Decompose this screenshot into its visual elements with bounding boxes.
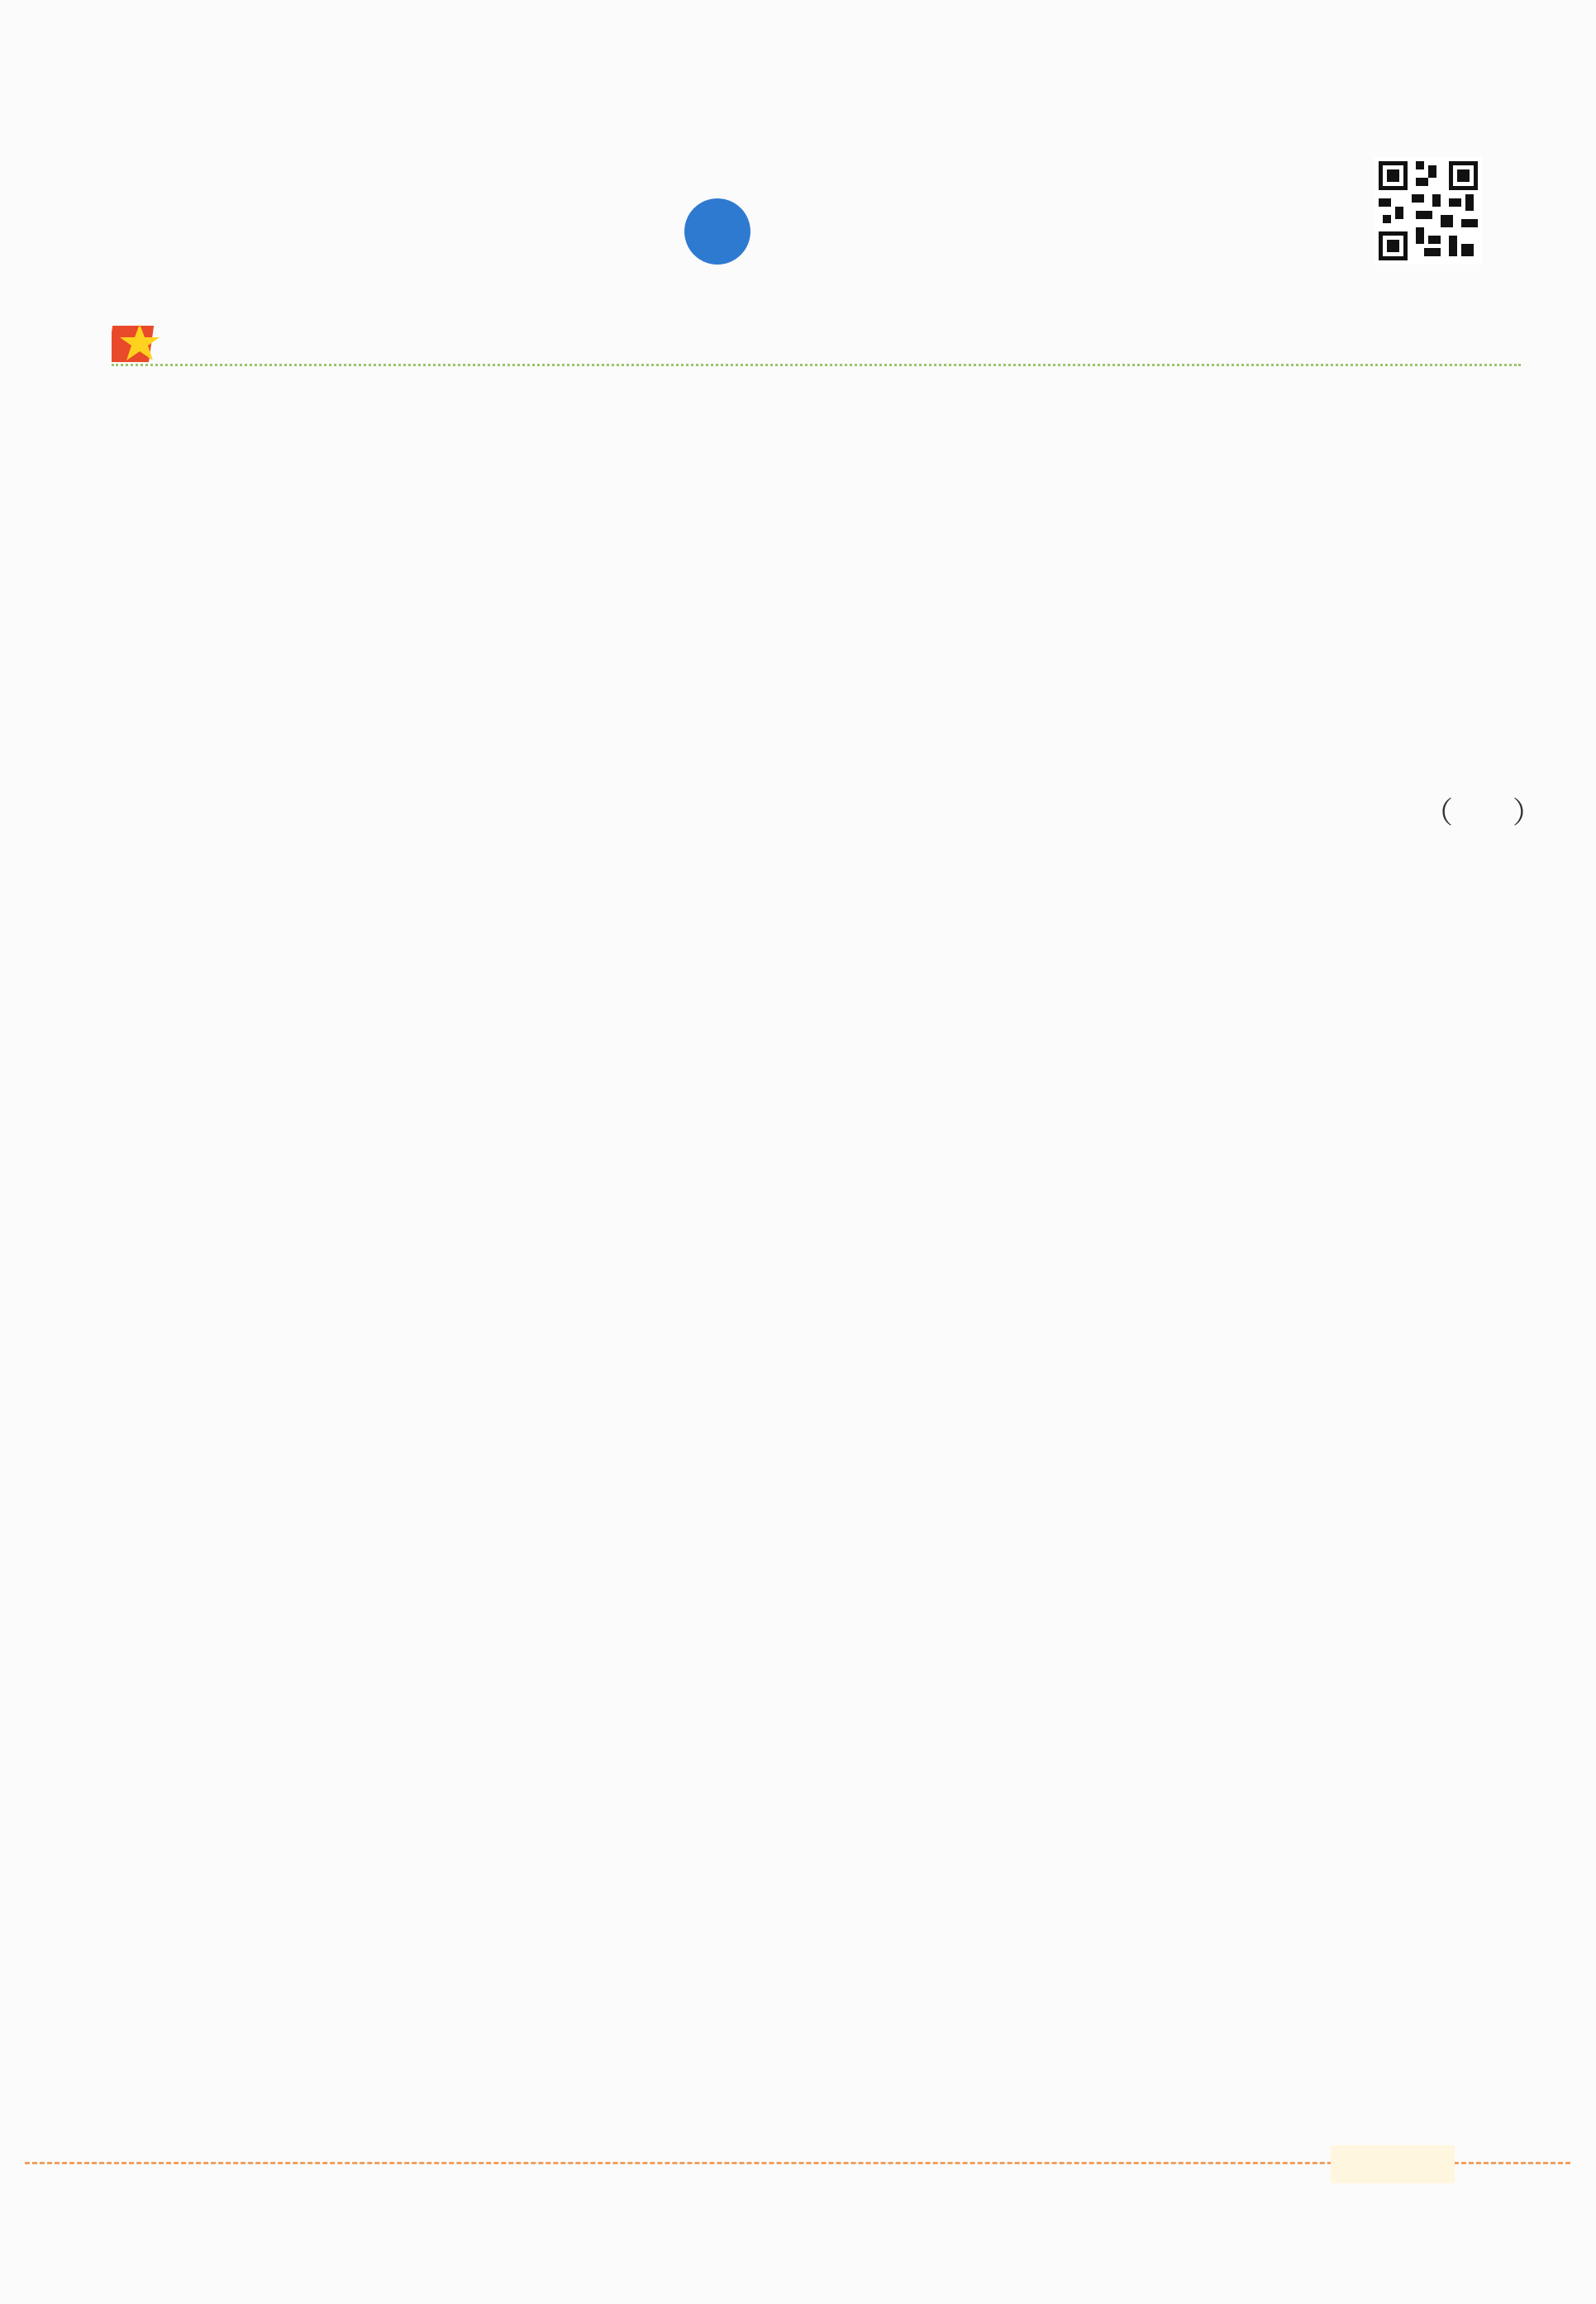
- tip-label: [1331, 2145, 1455, 2183]
- lesson-number-badge: [684, 198, 750, 265]
- qr-code-icon[interactable]: [1374, 157, 1482, 265]
- section-slogan: [1062, 326, 1095, 355]
- p1-q1-answer-box[interactable]: （ ）: [1423, 796, 1543, 830]
- section-header: [112, 321, 1521, 366]
- star-icon: [112, 321, 164, 364]
